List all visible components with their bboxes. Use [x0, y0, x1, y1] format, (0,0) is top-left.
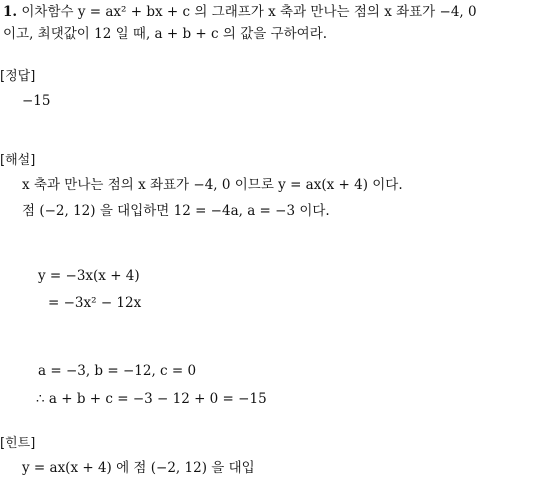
- solution-equation-4: ∴ a + b + c = −3 − 12 + 0 = −15: [36, 391, 267, 407]
- answer-label: [정답]: [0, 69, 36, 84]
- problem-statement-line-1: [3, 3, 477, 21]
- solution-equation-2: = −3x² − 12x: [48, 295, 142, 311]
- problem-number: 1.: [3, 4, 18, 20]
- answer-value: −15: [22, 93, 51, 109]
- problem-text-line-1: 이차함수 y = ax² + bx + c 의 그래프가 x 축과 만나는 점의 x 좌표가 −4, 0: [21, 4, 477, 20]
- solution-equation-1: y = −3x(x + 4): [38, 268, 140, 284]
- solution-equation-3: a = −3, b = −12, c = 0: [38, 363, 197, 379]
- solution-line-1: x 축과 만나는 점의 x 좌표가 −4, 0 이므로 y = ax(x + 4) 이다.: [22, 177, 403, 193]
- hint-label: [힌트]: [0, 436, 36, 451]
- solution-line-2: 점 (−2, 12) 을 대입하면 12 = −4a, a = −3 이다.: [22, 203, 330, 219]
- hint-line-1: y = ax(x + 4) 에 점 (−2, 12) 을 대입: [22, 460, 255, 476]
- problem-text-line-2: 이고, 최댓값이 12 일 때, a + b + c 의 값을 구하여라.: [3, 26, 328, 42]
- solution-label: [해설]: [0, 153, 36, 168]
